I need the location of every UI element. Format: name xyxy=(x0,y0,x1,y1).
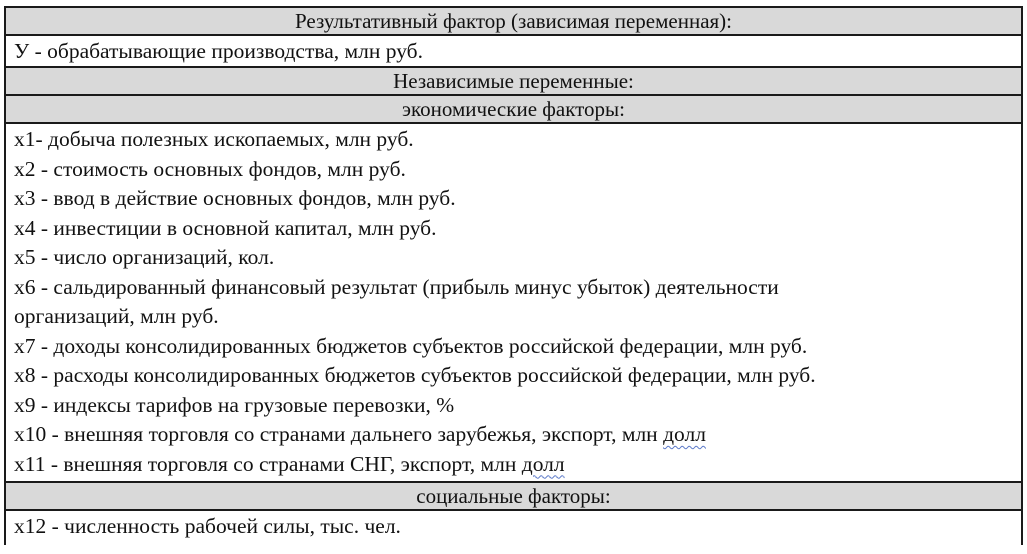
header-economic-factors: экономические факторы: xyxy=(6,96,1021,124)
variable-x5: х5 - число организаций, кол. xyxy=(14,245,275,269)
economic-factors-cell xyxy=(6,124,1021,483)
variables-table xyxy=(4,6,1023,545)
header-independent-variables: Независимые переменные: xyxy=(6,68,1021,96)
y-variable-row: У - обрабатывающие производства, млн руб. xyxy=(6,36,1021,68)
variable-x6-continuation: организаций, млн руб. xyxy=(14,304,219,328)
spellcheck-word: долл xyxy=(663,422,706,446)
variable-x2: х2 - стоимость основных фондов, млн руб. xyxy=(14,156,406,181)
header-social-factors: социальные факторы: xyxy=(6,483,1021,511)
variable-x10-text: х10 - внешняя торговля со странами дальнего зарубежья, экспорт, млн xyxy=(14,422,664,446)
variable-x11-text: х11 - внешняя торговля со странами СНГ, экспорт, млн xyxy=(14,451,522,476)
variable-x12: х12 - численность рабочей силы, тыс. чел. xyxy=(14,514,401,538)
variable-x8: х8 - расходы консолидированных бюджетов субъектов российской федерации, млн руб. xyxy=(14,363,816,387)
variable-x4: х4 - инвестиции в основной капитал, млн руб. xyxy=(14,215,437,240)
variable-x1: х1- добыча полезных ископаемых, млн руб. xyxy=(14,127,414,151)
variable-x11 xyxy=(14,450,1021,480)
variable-x9: х9 - индексы тарифов на грузовые перевозки, % xyxy=(14,392,455,417)
variable-x10 xyxy=(14,420,1021,450)
variable-x6: х6 - сальдированный финансовый результат (прибыль минус убыток) деятельности xyxy=(14,274,779,299)
spellcheck-word: долл xyxy=(521,451,565,476)
social-factors-cell xyxy=(6,511,1021,545)
header-result-factor: Результативный фактор (зависимая переменная): xyxy=(6,8,1021,36)
variable-x7: х7 - доходы консолидированных бюджетов субъектов российской федерации, млн руб. xyxy=(14,333,808,358)
variable-x3: х3 - ввод в действие основных фондов, млн руб. xyxy=(14,186,456,210)
